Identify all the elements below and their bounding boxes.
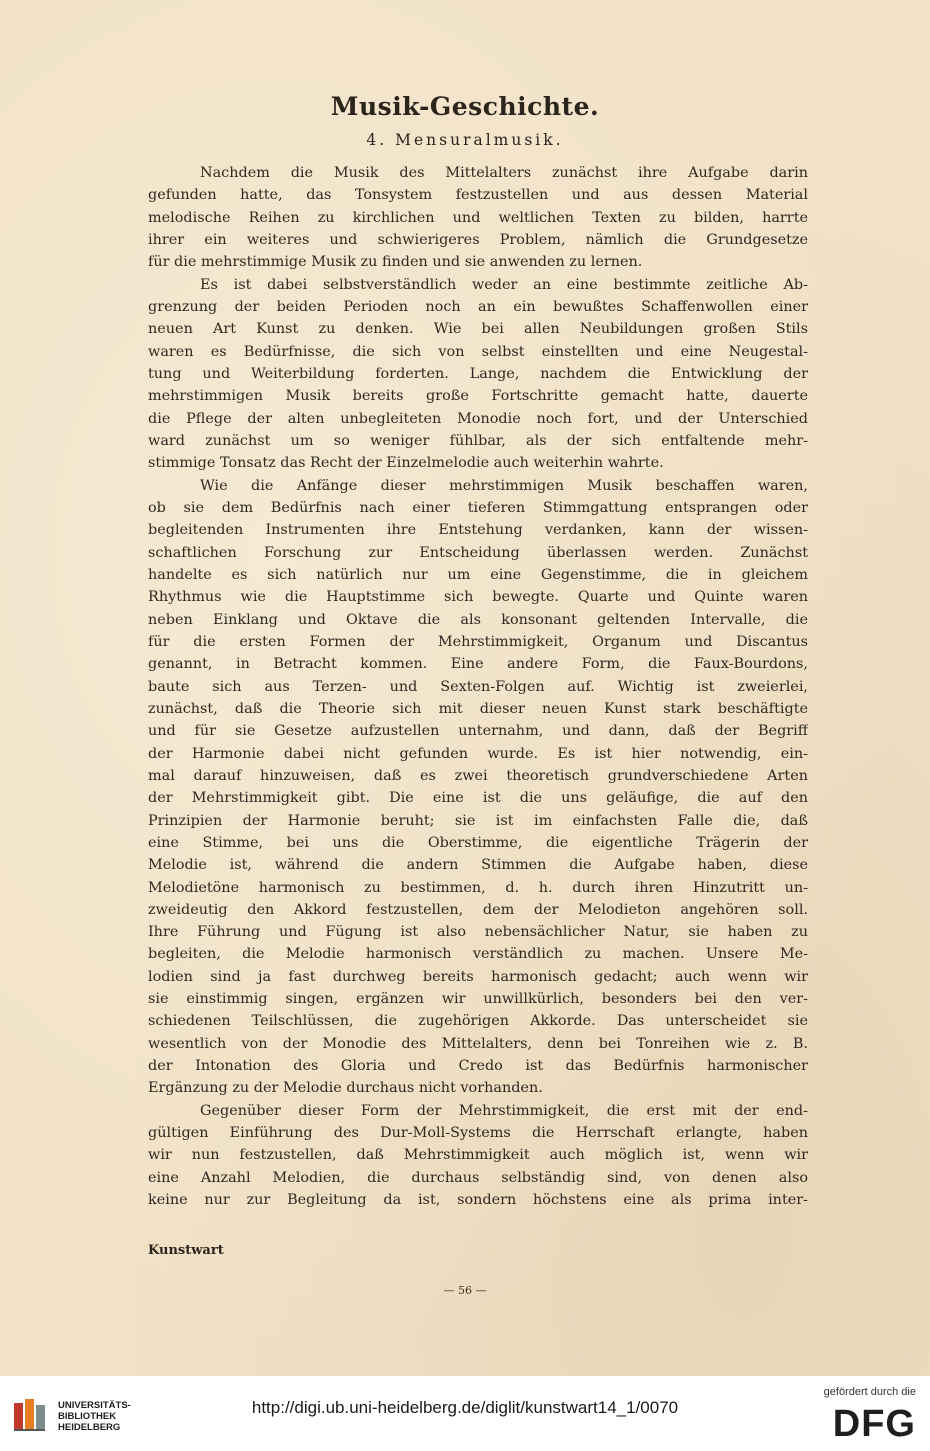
- text-line: ob sie dem Bedürfnis nach einer tieferen Stimmgattung entsprangen oder: [148, 499, 808, 516]
- text-line: die Pflege der alten unbegleiteten Monodie noch fort, und der Unterschied: [148, 410, 808, 427]
- text-line: mehrstimmigen Musik bereits große Fortschritte gemacht hatte, dauerte: [148, 388, 808, 405]
- text-line: mal darauf hinzuweisen, daß es zwei theoretisch grundverschiedene Arten: [148, 767, 808, 784]
- text-line: tung und Weiterbildung forderten. Lange, nachdem die Entwicklung der: [148, 365, 808, 382]
- text-line: melodische Reihen zu kirchlichen und weltlichen Texten zu bilden, harrte: [148, 209, 808, 226]
- text-line: Gegenüber dieser Form der Mehrstimmigkeit, die erst mit der end-: [200, 1102, 808, 1119]
- section-title: 4. Mensuralmusik.: [366, 131, 564, 149]
- body-text: [148, 162, 808, 1211]
- text-line: Ergänzung zu der Melodie durchaus nicht vorhanden.: [148, 1080, 543, 1097]
- text-line: begleitenden Instrumenten ihre Entstehung verdanken, kann der wissen-: [148, 522, 808, 539]
- page-title: Musik-Geschichte.: [330, 92, 600, 121]
- text-line: Rhythmus wie die Hauptstimme sich bewegte. Quarte und Quinte waren: [148, 589, 808, 606]
- text-line: neben Einklang und Oktave die als konsonant geltenden Intervalle, die: [148, 611, 808, 628]
- text-line: Nachdem die Musik des Mittelalters zunächst ihre Aufgabe darin: [200, 165, 808, 181]
- text-line: der Intonation des Gloria und Credo ist das Bedürfnis harmonischer: [148, 1058, 808, 1075]
- funding-note: gefördert durch die: [823, 1386, 916, 1398]
- text-line: Ihre Führung und Fügung ist also nebensächlicher Natur, sie haben zu: [148, 924, 808, 941]
- text-line: Melodietöne harmonisch zu bestimmen, d. h. durch ihren Hinzutritt un-: [148, 879, 808, 896]
- text-line: für die ersten Formen der Mehrstimmigkeit, Organum und Discantus: [148, 633, 808, 650]
- text-line: schaftlichen Forschung zur Entscheidung überlassen werden. Zunächst: [148, 544, 808, 561]
- text-line: neuen Art Kunst zu denken. Wie bei allen Neubildungen großen Stils: [148, 321, 808, 338]
- text-line: eine Stimme, bei uns die Oberstimme, die eigentliche Trägerin der: [148, 834, 808, 851]
- text-line: Prinzipien der Harmonie beruht; sie ist im einfachsten Falle die, daß: [148, 812, 808, 829]
- text-line: der Harmonie dabei nicht gefunden wurde. Es ist hier notwendig, ein-: [148, 745, 808, 762]
- text-line: stimmige Tonsatz das Recht der Einzelmelodie auch weiterhin wahrte.: [148, 455, 664, 472]
- publisher-mark: Kunstwart: [148, 1243, 224, 1258]
- text-line: zunächst, daß die Theorie sich mit dieser neuen Kunst stark beschäftigte: [148, 700, 808, 717]
- library-name: UNIVERSITÄTS- BIBLIOTHEK HEIDELBERG: [58, 1400, 131, 1433]
- text-line: grenzung der beiden Perioden noch an ein bewußtes Schaffenwollen einer: [148, 298, 808, 315]
- text-line: und für sie Gesetze aufzustellen unternahm, und dann, daß der Begriff: [148, 723, 808, 740]
- text-line: für die mehrstimmige Musik zu finden und sie anwenden zu lernen.: [148, 254, 643, 271]
- text-line: wir nun festzustellen, daß Mehrstimmigkeit auch möglich ist, wenn wir: [148, 1147, 808, 1164]
- page-number: — 56 —: [443, 1284, 487, 1297]
- dfg-logo: DFG: [832, 1403, 916, 1445]
- text-line: genannt, in Betracht kommen. Eine andere Form, die Faux-Bourdons,: [148, 656, 808, 673]
- text-line: waren es Bedürfnisse, die sich von selbst einstellten und eine Neugestal-: [148, 343, 808, 360]
- text-line: handelte es sich natürlich nur um eine Gegenstimme, die in gleichem: [148, 566, 808, 583]
- text-line: der Mehrstimmigkeit gibt. Die eine ist die uns geläufige, die auf den: [148, 790, 808, 807]
- text-line: gefunden hatte, das Tonsystem festzustellen und aus dessen Material: [148, 187, 808, 204]
- text-line: wesentlich von der Monodie des Mittelalters, denn bei Tonreihen wie z. B.: [148, 1035, 808, 1052]
- text-line: Wie die Anfänge dieser mehrstimmigen Musik beschaffen waren,: [200, 477, 808, 494]
- text-line: eine Anzahl Melodien, die durchaus selbständig sind, von denen also: [148, 1169, 808, 1186]
- text-line: schiedenen Teilschlüssen, die zugehörigen Akkorde. Das unterscheidet sie: [148, 1013, 808, 1030]
- source-url-link[interactable]: http://digi.ub.uni-heidelberg.de/diglit/kunstwart14_1/0070: [251, 1398, 679, 1417]
- text-line: Es ist dabei selbstverständlich weder an eine bestimmte zeitliche Ab-: [200, 276, 808, 293]
- text-line: sie einstimmig singen, ergänzen wir unwillkürlich, besonders bei den ver-: [148, 991, 808, 1008]
- text-line: baute sich aus Terzen- und Sexten-Folgen auf. Wichtig ist zweierlei,: [148, 678, 808, 695]
- text-line: lodien sind ja fast durchweg bereits harmonisch gedacht; auch wenn wir: [148, 968, 808, 985]
- text-line: ihrer ein weiteres und schwierigeres Problem, nämlich die Grundgesetze: [148, 231, 808, 248]
- text-line: begleiten, die Melodie harmonisch verständlich zu machen. Unsere Me-: [148, 946, 808, 963]
- text-line: gültigen Einführung des Dur-Moll-Systems die Herrschaft erlangte, haben: [148, 1125, 808, 1142]
- text-line: Melodie ist, während die andern Stimmen die Aufgabe haben, diese: [148, 857, 808, 874]
- text-line: zweideutig den Akkord festzustellen, dem der Melodieton angehören soll.: [148, 901, 808, 918]
- text-line: ward zunächst um so weniger fühlbar, als der sich entfaltende mehr-: [148, 432, 808, 449]
- text-line: keine nur zur Begleitung da ist, sondern höchstens eine als prima inter-: [148, 1192, 808, 1209]
